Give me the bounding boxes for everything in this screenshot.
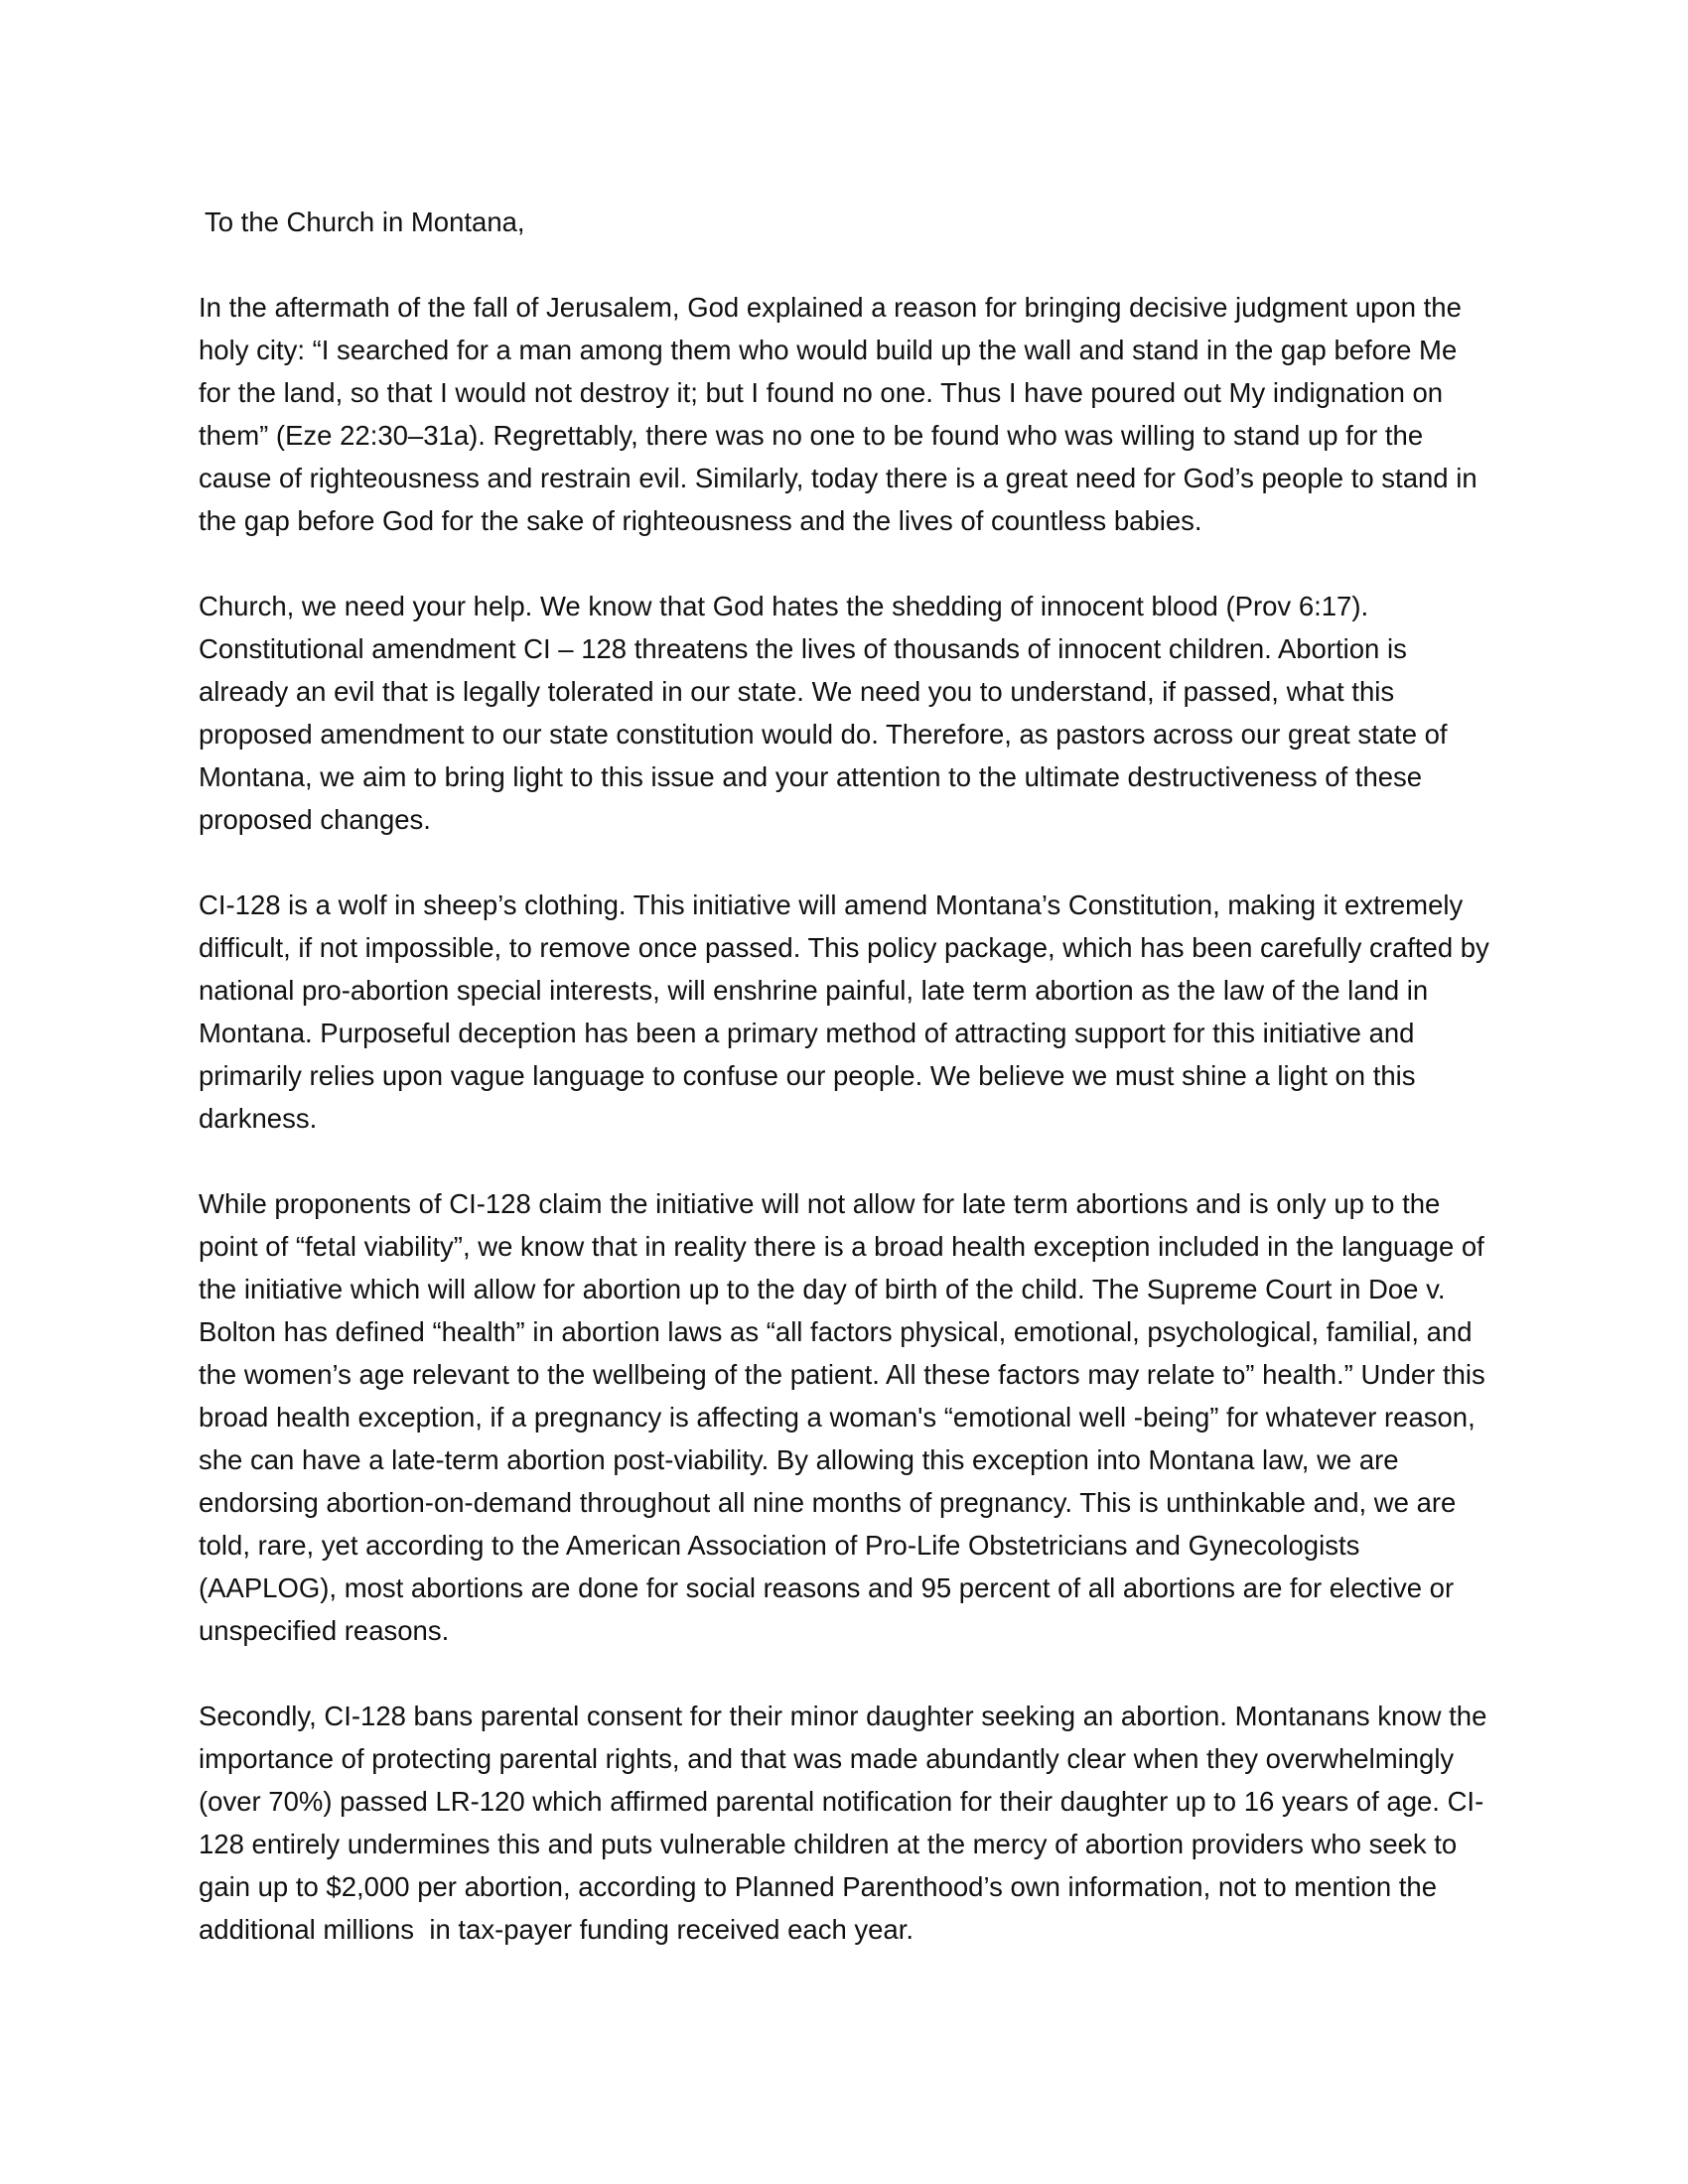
paragraph: Church, we need your help. We know that God hates the shedding of innocent blood (Prov 6:17). Constitutional amendment CI – 128 threatens the lives of thousands of innocent children. Abortion is already an evil that is legally tolerated in our state. We need you to understand, if passed, what this proposed amendment to our state constitution would do. Therefore, as pastors across our great state of Montana, we aim to bring light to this issue and your attention to the ultimate destructiveness of these proposed changes. — [199, 591, 1456, 835]
paragraph: While proponents of CI-128 claim the initiative will not allow for late term abortions and is only up to the point of “fetal viability”, we know that in reality there is a broad health exception included in the language of the initiative which will allow for abortion up to the day of birth of the child. The Supreme Court in Doe v. Bolton has defined “health” in abortion laws as “all factors physical, emotional, psychological, familial, and the women’s age relevant to the wellbeing of the patient. All these factors may relate to” health.” Under this broad health exception, if a pregnancy is affecting a woman's “emotional well -being” for whatever reason, she can have a late-term abortion post-viability. By allowing this exception into Montana law, we are endorsing abortion-on-demand throughout all nine months of pregnancy. This is unthinkable and, we are told, rare, yet according to the American Association of Pro-Life Obstetricians and Gynecologists (AAPLOG), most abortions are done for social reasons and 95 percent of all abortions are for elective or unspecified reasons. — [199, 1188, 1493, 1646]
letter-body — [199, 201, 1497, 1951]
paragraph: Secondly, CI-128 bans parental consent for their minor daughter seeking an abortion. Montanans know the importance of protecting parental rights, and that was made abundantly clear when they overwhelmingly (over 70%) passed LR-120 which affirmed parental notification for their daughter up to 16 years of age. CI-128 entirely undermines this and puts vulnerable children at the mercy of abortion providers who seek to gain up to $2,000 per abortion, according to Planned Parenthood’s own information, not to mention the additional millions in tax-payer funding received each year. — [199, 1701, 1495, 1945]
paragraph: CI-128 is a wolf in sheep’s clothing. This initiative will amend Montana’s Constitution, making it extremely difficult, if not impossible, to remove once passed. This policy package, which has been carefully crafted by national pro-abortion special interests, will enshrine painful, late term abortion as the law of the land in Montana. Purposeful deception has been a primary method of attracting support for this initiative and primarily relies upon vague language to confuse our people. We believe we must shine a light on this darkness. — [199, 889, 1497, 1134]
salutation: To the Church in Montana, — [205, 206, 525, 237]
paragraph: In the aftermath of the fall of Jerusalem, God explained a reason for bringing decisive judgment upon the holy city: “I searched for a man among them who would build up the wall and stand in the gap before Me for the land, so that I would not destroy it; but I found no one. Thus I have poured out My indignation on them” (Eze 22:30–31a). Regrettably, there was no one to be found who was willing to stand up for the cause of righteousness and restrain evil. Similarly, today there is a great need for God’s people to stand in the gap before God for the sake of righteousness and the lives of countless babies. — [199, 292, 1485, 536]
